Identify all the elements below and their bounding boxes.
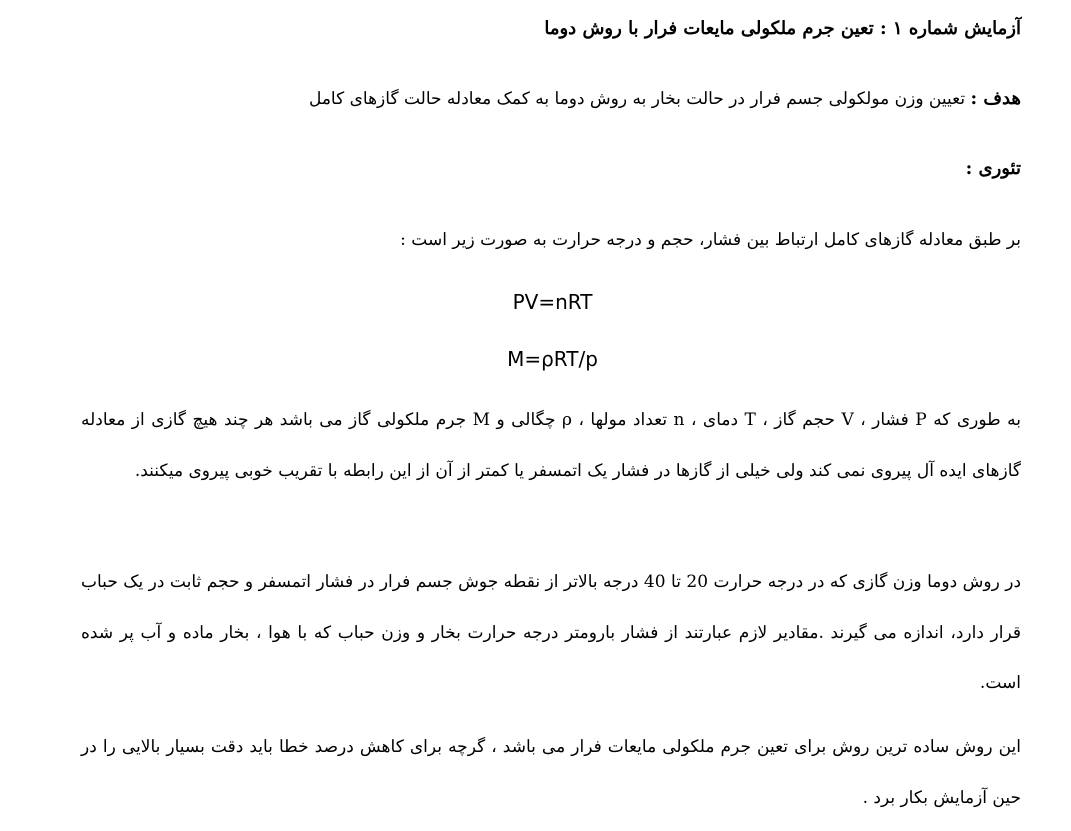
variables-paragraph: به طوری که P فشار ، V حجم گاز ، T دمای ، n تعداد مولها ، ρ چگالی و M جرم ملکولی گاز می باشد هر چند هیچ گازی از معادله گازهای ایده آل پیروی نمی کند ولی خیلی از گازها در فشار یک اتمسفر یا کمتر از آن از این رابطه با تقریب خوبی پیروی میکنند. — [81, 410, 1021, 481]
duma-method-paragraph: در روش دوما وزن گازی که در درجه حرارت 20 تا 40 درجه بالاتر از نقطه جوش جسم فرار در فشار اتمسفر و حجم ثابت در یک حباب قرار دارد، اندازه می گیرند .مقادیر لازم عبارتند از فشار بارومتر درجه حرارت بخار و وزن حباب که با هوا ، بخار ماده و آب پر شده است. — [81, 572, 1022, 693]
theory-intro: بر طبق معادله گازهای کامل ارتباط بین فشار، حجم و درجه حرارت به صورت زیر است : — [400, 230, 1021, 250]
molar-mass-equation: M=ρRT/p — [507, 347, 598, 371]
goal-line — [309, 88, 1021, 110]
goal-text: تعیین وزن مولکولی جسم فرار در حالت بخار به روش دوما به کمک معادله حالت گازهای کامل — [308, 89, 966, 109]
theory-heading: تئوری : — [965, 158, 1021, 179]
simplest-method-paragraph: این روش ساده ترین روش برای تعین جرم ملکولی مایعات فرار می باشد ، گرچه برای کاهش درصد خطا باید دقت بسیار بالایی را در حین آزمایش بکار برد . — [81, 737, 1021, 808]
experiment-title: آزمایش شماره ۱ : تعین جرم ملکولی مایعات فرار با روش دوما — [544, 18, 1021, 39]
goal-label: هدف : — [970, 88, 1021, 109]
ideal-gas-equation: PV=nRT — [512, 290, 593, 314]
